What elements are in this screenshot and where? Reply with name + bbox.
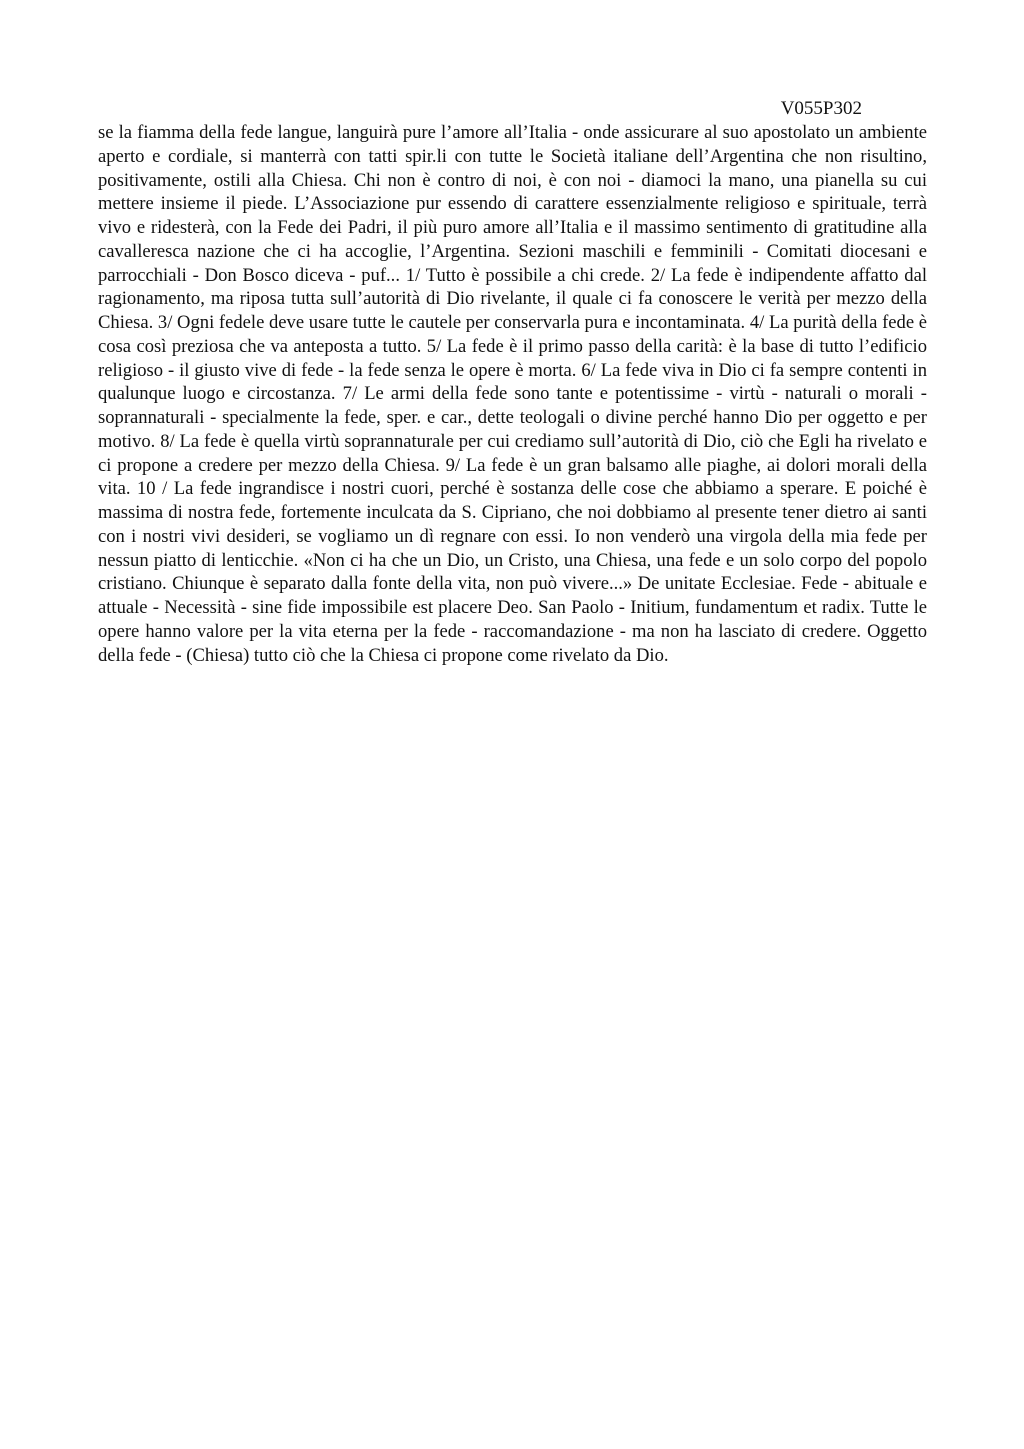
page-identifier: V055P302 [780, 98, 862, 119]
body-paragraph: se la fiamma della fede langue, languirà pure l’amore all’Italia - onde assicurare al suo apostolato un ambiente aperto e cordiale, si manterrà con tatti spir.li con tutte le Società italiane dell’Argentina che non risultino, positivamente, ostili alla Chiesa. Chi non è contro di noi, è con noi - diamoci la mano, una pianella su cui mettere insieme il piede. L’Associazione pur essendo di carattere essenzialmente religioso e spirituale, terrà vivo e ridesterà, con la Fede dei Padri, il più puro amore all’Italia e il massimo sentimento di gratitudine alla cavalleresca nazione che ci ha accoglie, l’Argentina. Sezioni maschili e femminili - Comitati diocesani e parrocchiali - Don Bosco diceva - puf... 1/ Tutto è possibile a chi crede. 2/ La fede è indipendente affatto dal ragionamento, ma riposa tutta sull’autorità di Dio rivelante, il quale ci fa conoscere le verità per mezzo della Chiesa. 3/ Ogni fedele deve usare tutte le cautele per conservarla pura e incontaminata. 4/ La purità della fede è cosa così preziosa che va anteposta a tutto. 5/ La fede è il primo passo della carità: è la base di tutto l’edificio religioso - il giusto vive di fede - la fede senza le opere è morta. 6/ La fede viva in Dio ci fa sempre contenti in qualunque luogo e circostanza. 7/ Le armi della fede sono tante e potentissime - virtù - naturali o morali - soprannaturali - specialmente la fede, sper. e car., dette teologali o divine perché hanno Dio per oggetto e per motivo. 8/ La fede è quella virtù soprannaturale per cui crediamo sull’autorità di Dio, ciò che Egli ha rivelato e ci propone a credere per mezzo della Chiesa. 9/ La fede è un gran balsamo alle piaghe, ai dolori morali della vita. 10 / La fede ingrandisce i nostri cuori, perché è sostanza delle cose che abbiamo a sperare. E poiché è massima di nostra fede, fortemente inculcata da S. Cipriano, che noi dobbiamo al presente tener dietro ai santi con i nostri vivi desideri, se vogliamo un dì regnare con essi. Io non venderò una virgola della mia fede per nessun piatto di lenticchie. «Non ci ha che un Dio, un Cristo, una Chiesa, una fede e un solo corpo del popolo cristiano. Chiunque è separato dalla fonte della vita, non può vivere...» De unitate Ecclesiae. Fede - abituale e attuale - Necessità - sine fide impossibile est placere Deo. San Paolo - Initium, fundamentum et radix. Tutte le opere hanno valore per la vita eterna per la fede - raccomandazione - ma non ha lasciato di credere. Oggetto della fede - (Chiesa) tutto ciò che la Chiesa ci propone come rivelato da Dio. [98, 122, 927, 666]
